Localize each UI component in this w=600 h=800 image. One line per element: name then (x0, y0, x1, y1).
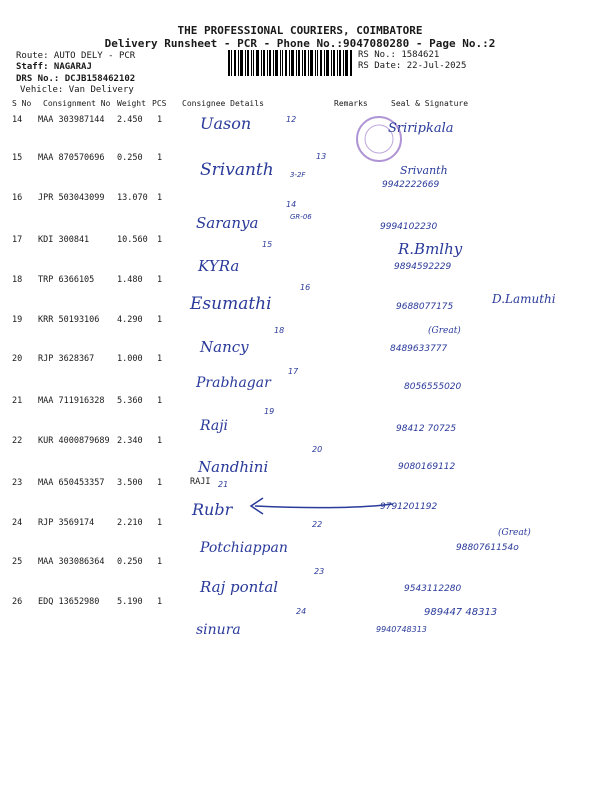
handwritten-consignee-name: Uason (200, 114, 252, 133)
row-sno: 19 (12, 315, 23, 325)
row-weight: 5.360 (117, 396, 143, 406)
handwritten-consignee-name: Rubr (192, 500, 233, 519)
row-sno: 24 (12, 518, 23, 528)
handwritten-sequence-number: 22 (312, 520, 323, 529)
handwritten-phone-number: 8489633777 (390, 344, 448, 354)
row-consignment: MAA 650453357 (38, 478, 105, 488)
handwritten-phone-number: 9080169112 (398, 462, 456, 472)
handwritten-consignee-name: Potchiappan (200, 540, 288, 556)
handwritten-consignee-name: Raj pontal (200, 578, 279, 596)
handwritten-sequence-number: 18 (274, 326, 285, 335)
row-consignment: KDI 300841 (38, 235, 90, 245)
handwritten-phone-number: 989447 48313 (424, 607, 498, 618)
col-consignee: Consignee Details (182, 99, 264, 108)
handwritten-phone-number: 9994102230 (380, 222, 438, 232)
handwritten-sequence-number: 16 (300, 283, 311, 292)
handwritten-phone-number: 9688077175 (396, 302, 454, 312)
col-sno: S No (12, 99, 32, 108)
handwritten-sequence-number: 13 (316, 152, 327, 161)
handwritten-phone-number: 9940748313 (376, 625, 427, 634)
col-consignment: Consignment No (43, 99, 111, 108)
handwritten-consignee-name: sinura (196, 622, 241, 638)
row-consignment: RJP 3569174 (38, 518, 95, 528)
handwritten-sequence-number: 20 (312, 445, 323, 454)
handwritten-sequence-number: 23 (314, 567, 325, 576)
row-sno: 26 (12, 597, 23, 607)
row-pcs: 1 (157, 275, 163, 285)
handwritten-sequence-number: 19 (264, 407, 275, 416)
row-consignment: JPR 503043099 (38, 193, 105, 203)
row-consignment: TRP 6366105 (38, 275, 95, 285)
row-weight: 1.480 (117, 275, 143, 285)
handwritten-consignee-name: Nandhini (198, 458, 269, 476)
handwritten-sequence-number: 15 (262, 240, 273, 249)
row-sno: 20 (12, 354, 23, 364)
col-seal: Seal & Signature (391, 99, 469, 108)
row-pcs: 1 (157, 396, 163, 406)
row-sno: 21 (12, 396, 23, 406)
handwritten-phone-number: 98412 70725 (396, 424, 457, 434)
row-pcs: 1 (157, 557, 163, 567)
row-consignment: RJP 3628367 (38, 354, 95, 364)
handwritten-consignee-name: Srivanth (200, 160, 274, 180)
route-label: Route: AUTO DELY - PCR (16, 51, 136, 61)
handwritten-sequence-number: 21 (218, 480, 229, 489)
row-consignment: KUR 4000879689 (38, 436, 110, 446)
handwritten-consignee-name: Nancy (200, 338, 249, 356)
handwritten-signature: R.Bmlhy (398, 240, 463, 258)
row-weight: 13.070 (117, 193, 148, 203)
printed-remark: RAJI (190, 477, 211, 487)
handwritten-sequence-number: 24 (296, 607, 307, 616)
col-pcs: PCS (152, 99, 167, 108)
runsheet-title: Delivery Runsheet - PCR - Phone No.:9047080280 - Page No.:2 (104, 37, 496, 50)
col-weight: Weight (117, 99, 146, 108)
handwritten-consignee-name: KYRa (198, 257, 240, 275)
handwritten-sequence-number: 17 (288, 367, 299, 376)
row-weight: 4.290 (117, 315, 143, 325)
handwritten-phone-number: 9942222669 (382, 180, 440, 190)
row-consignment: EDQ 13652980 (38, 597, 100, 607)
staff-label: Staff: NAGARAJ (16, 62, 92, 72)
row-pcs: 1 (157, 597, 163, 607)
handwritten-consignee-name: Raji (200, 418, 229, 434)
handwritten-arrow (245, 496, 395, 516)
row-pcs: 1 (157, 315, 163, 325)
row-weight: 1.000 (117, 354, 143, 364)
rs-number: RS No.: 1584621 (358, 50, 440, 60)
barcode-image (228, 50, 352, 76)
handwritten-phone-number: 9894592229 (394, 262, 452, 272)
handwritten-sequence-number: 14 (286, 200, 297, 209)
vehicle-label: Vehicle: Van Delivery (20, 85, 134, 95)
col-remarks: Remarks (334, 99, 368, 108)
row-consignment: MAA 711916328 (38, 396, 105, 406)
handwritten-consignee-name: Esumathi (190, 294, 272, 314)
row-consignment: MAA 870570696 (38, 153, 105, 163)
handwritten-signature: (Great) (428, 326, 461, 336)
row-weight: 5.190 (117, 597, 143, 607)
row-sno: 16 (12, 193, 23, 203)
row-pcs: 1 (157, 115, 163, 125)
row-sno: 23 (12, 478, 23, 488)
handwritten-signature: Sriripkala (388, 121, 454, 136)
handwritten-note: GR-06 (290, 213, 312, 221)
handwritten-note: 3-2F (290, 171, 306, 179)
row-consignment: MAA 303086364 (38, 557, 105, 567)
row-weight: 2.210 (117, 518, 143, 528)
row-pcs: 1 (157, 436, 163, 446)
handwritten-sequence-number: 12 (286, 115, 297, 124)
row-sno: 17 (12, 235, 23, 245)
row-weight: 2.450 (117, 115, 143, 125)
row-sno: 25 (12, 557, 23, 567)
handwritten-phone-number: 9543112280 (404, 584, 462, 594)
handwritten-signature: (Great) (498, 528, 531, 538)
row-weight: 2.340 (117, 436, 143, 446)
row-weight: 0.250 (117, 557, 143, 567)
row-pcs: 1 (157, 354, 163, 364)
handwritten-phone-number: 9791201192 (380, 502, 438, 512)
handwritten-signature: D.Lamuthi (492, 292, 556, 306)
row-weight: 10.560 (117, 235, 148, 245)
row-pcs: 1 (157, 235, 163, 245)
row-sno: 15 (12, 153, 23, 163)
row-weight: 3.500 (117, 478, 143, 488)
handwritten-consignee-name: Saranya (196, 214, 259, 232)
handwritten-consignee-name: Prabhagar (196, 375, 271, 391)
row-pcs: 1 (157, 478, 163, 488)
row-sno: 18 (12, 275, 23, 285)
row-sno: 14 (12, 115, 23, 125)
row-weight: 0.250 (117, 153, 143, 163)
row-consignment: KRR 50193106 (38, 315, 100, 325)
row-pcs: 1 (157, 193, 163, 203)
company-title: THE PROFESSIONAL COURIERS, COIMBATORE (177, 24, 423, 37)
row-pcs: 1 (157, 518, 163, 528)
handwritten-phone-number: 8056555020 (404, 382, 462, 392)
handwritten-phone-number: 9880761154o (456, 543, 519, 553)
row-pcs: 1 (157, 153, 163, 163)
row-consignment: MAA 303987144 (38, 115, 105, 125)
row-sno: 22 (12, 436, 23, 446)
drs-label: DRS No.: DCJB158462102 (16, 74, 136, 84)
handwritten-signature: Srivanth (400, 164, 448, 177)
rs-date: RS Date: 22-Jul-2025 (358, 61, 467, 71)
